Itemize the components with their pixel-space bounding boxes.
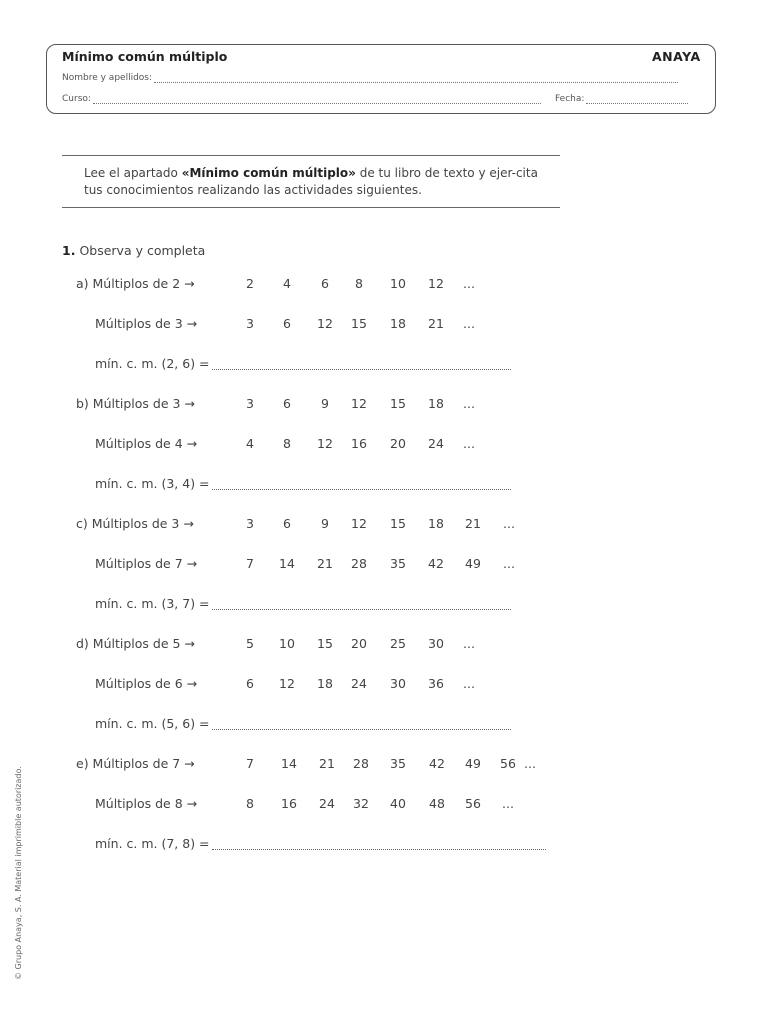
multiple-value: 49 [465,556,481,571]
ellipsis: ... [463,636,475,651]
lcm-answer-line[interactable] [212,729,511,730]
multiple-value: 21 [465,516,481,531]
lcm-answer-line[interactable] [212,849,546,850]
multiple-value: 8 [355,276,363,291]
multiple-value: 18 [390,316,406,331]
question-1 [62,243,205,258]
multiple-value: 24 [351,676,367,691]
lcm-answer-line[interactable] [212,489,511,490]
name-field[interactable] [62,73,678,83]
multiple-value: 16 [351,436,367,451]
copyright-note: © Grupo Anaya, S. A. Material imprimible autorizado. [14,766,23,980]
multiple-value: 18 [317,676,333,691]
multiple-value: 30 [428,636,444,651]
lcm-label: mín. c. m. (5, 6) = [95,716,210,731]
name-label: Nombre y apellidos: [62,73,153,83]
multiple-value: 35 [390,556,406,571]
multiple-value: 24 [428,436,444,451]
multiple-value: 12 [428,276,444,291]
multiple-value: 12 [351,396,367,411]
multiple-value: 36 [428,676,444,691]
multiple-value: 20 [351,636,367,651]
multiples-label: b) Múltiplos de 3 → [76,396,195,411]
multiple-value: 28 [353,756,369,771]
multiple-value: 4 [246,436,254,451]
multiple-value: 24 [319,796,335,811]
multiple-value: 7 [246,556,254,571]
multiple-value: 15 [390,516,406,531]
multiple-value: 3 [246,516,254,531]
date-field[interactable] [555,94,688,104]
multiple-value: 3 [246,396,254,411]
multiples-label: Múltiplos de 6 → [95,676,198,691]
multiples-label: Múltiplos de 4 → [95,436,198,451]
multiple-value: 3 [246,316,254,331]
multiple-value: 9 [321,396,329,411]
multiple-value: 4 [283,276,291,291]
ellipsis: ... [463,316,475,331]
multiple-value: 8 [283,436,291,451]
multiple-value: 2 [246,276,254,291]
question-text: Observa y completa [79,243,206,258]
intro-text [84,165,544,199]
multiple-value: 18 [428,516,444,531]
lcm-label: mín. c. m. (3, 4) = [95,476,210,491]
multiple-value: 6 [321,276,329,291]
multiple-value: 30 [390,676,406,691]
course-field[interactable] [62,94,541,104]
multiple-value: 5 [246,636,254,651]
ellipsis: ... [503,516,515,531]
multiple-value: 21 [317,556,333,571]
multiple-value: 42 [429,756,445,771]
multiple-value: 42 [428,556,444,571]
multiple-value: 6 [283,516,291,531]
multiple-value: 8 [246,796,254,811]
multiple-value: 14 [279,556,295,571]
ellipsis: ... [524,756,536,771]
multiple-value: 28 [351,556,367,571]
question-number: 1. [62,243,76,258]
multiples-label: Múltiplos de 3 → [95,316,198,331]
multiple-value: 7 [246,756,254,771]
multiples-label: d) Múltiplos de 5 → [76,636,195,651]
multiple-value: 40 [390,796,406,811]
intro-bold: «Mínimo común múltiplo» [181,166,356,180]
multiple-value: 9 [321,516,329,531]
name-line[interactable] [154,74,678,83]
ellipsis: ... [503,556,515,571]
multiple-value: 12 [279,676,295,691]
date-label: Fecha: [555,94,585,104]
multiple-value: 14 [281,756,297,771]
multiple-value: 32 [353,796,369,811]
multiple-value: 15 [317,636,333,651]
course-line[interactable] [93,95,541,104]
multiples-label: e) Múltiplos de 7 → [76,756,195,771]
ellipsis: ... [502,796,514,811]
intro-bottom-rule [62,207,560,208]
multiple-value: 25 [390,636,406,651]
multiple-value: 49 [465,756,481,771]
multiple-value: 21 [319,756,335,771]
multiple-value: 10 [390,276,406,291]
multiple-value: 48 [429,796,445,811]
multiple-value: 6 [283,396,291,411]
multiples-label: a) Múltiplos de 2 → [76,276,195,291]
multiple-value: 12 [317,316,333,331]
multiples-label: Múltiplos de 8 → [95,796,198,811]
intro-after: de tu libro de texto y ejer-cita tus conocimientos realizando las actividades siguientes. [84,166,538,197]
intro-before: Lee el apartado [84,166,182,180]
ellipsis: ... [463,436,475,451]
multiple-value: 10 [279,636,295,651]
ellipsis: ... [463,396,475,411]
lcm-label: mín. c. m. (7, 8) = [95,836,210,851]
multiple-value: 6 [283,316,291,331]
lcm-label: mín. c. m. (2, 6) = [95,356,210,371]
publisher-logo: ANAYA [652,49,701,64]
worksheet-title: Mínimo común múltiplo [62,49,228,64]
multiple-value: 15 [351,316,367,331]
multiple-value: 21 [428,316,444,331]
multiple-value: 35 [390,756,406,771]
multiple-value: 56 [465,796,481,811]
ellipsis: ... [463,676,475,691]
lcm-answer-line[interactable] [212,369,511,370]
course-label: Curso: [62,94,91,104]
lcm-label: mín. c. m. (3, 7) = [95,596,210,611]
multiple-value: 12 [351,516,367,531]
multiple-value: 20 [390,436,406,451]
date-line[interactable] [586,95,688,104]
multiple-value: 16 [281,796,297,811]
multiple-value: 12 [317,436,333,451]
multiple-value: 56 [500,756,516,771]
multiple-value: 15 [390,396,406,411]
intro-top-rule [62,155,560,156]
lcm-answer-line[interactable] [212,609,511,610]
multiples-label: Múltiplos de 7 → [95,556,198,571]
multiple-value: 6 [246,676,254,691]
multiple-value: 18 [428,396,444,411]
multiples-label: c) Múltiplos de 3 → [76,516,194,531]
ellipsis: ... [463,276,475,291]
